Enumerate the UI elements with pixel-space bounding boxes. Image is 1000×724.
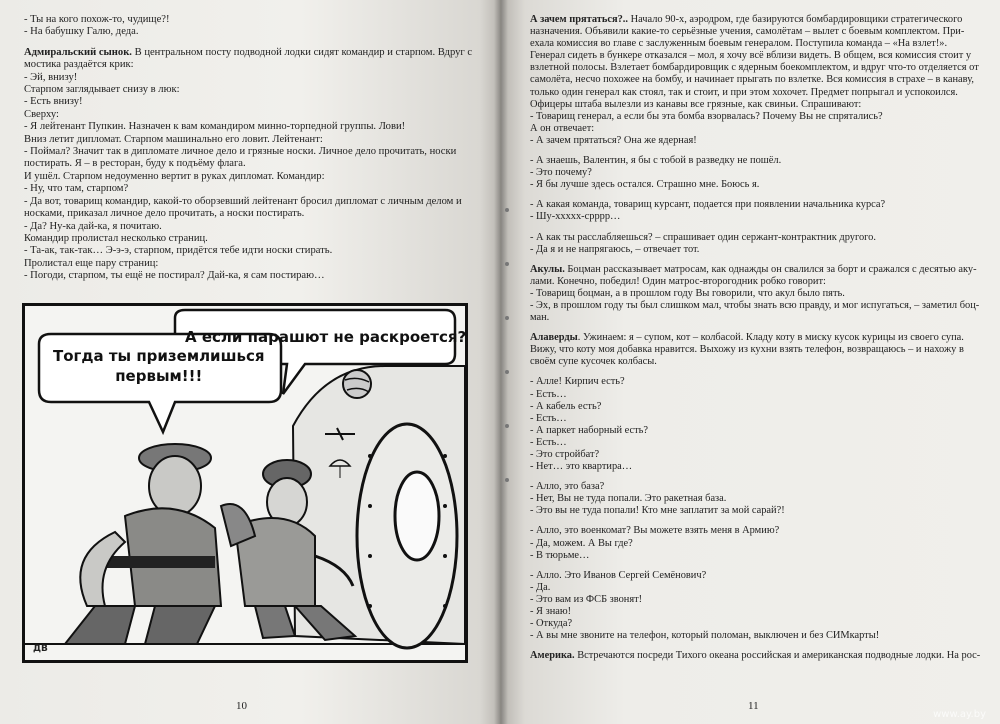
text-line: взлетной полосы. Взлетает бомбардировщик с ядерным боекомплектом, и вдруг что-то отделяется от (530, 62, 979, 74)
story-alaverdy (530, 332, 986, 368)
speech-bubble-reply (53, 346, 265, 386)
text-line: - В тюрьме… (530, 549, 590, 561)
text-line: - Алло. Это Иванов Сергей Семёнович? (530, 569, 707, 581)
binding-hole (505, 478, 509, 482)
text-line: - Это вы не туда попали! Кто мне заплатит за мой сарай?! (530, 505, 785, 517)
text-line: - А зачем прятаться? Она же ядерная! (530, 134, 697, 146)
left-top-dialog (24, 14, 478, 39)
text-line: Сверху: (24, 108, 59, 120)
cartoon-illustration (22, 303, 468, 663)
text-line: ехала комиссия во главе с заслуженным боевым генералом. Поступила команда – «На взлет!». (530, 38, 948, 50)
text-line: - Откуда? (530, 618, 573, 630)
text-line: - Есть внизу! (24, 96, 83, 108)
story-text: Встречаются посреди Тихого океана российская и американская подводные лодки. На рос- (574, 650, 981, 662)
page-number: 10 (236, 700, 247, 712)
text-line: - Это вам из ФСБ звонят! (530, 593, 643, 605)
story-first-line (24, 47, 478, 59)
text-line: - Алле! Кирпич есть? (530, 376, 625, 388)
text-line: - Есть… (530, 388, 567, 400)
text-line: - Алло, это база? (530, 481, 605, 493)
story-first-line (530, 14, 986, 26)
story-title: Алаверды (530, 332, 578, 344)
text-line: Командир пролистал несколько страниц. (24, 232, 208, 244)
watermark: www.ay.by (933, 709, 986, 720)
text-line: только один генерал как стоял, так и стоит, и при этом хохочет. Предмет попрыгал и успокоился. (530, 86, 958, 98)
text-line: - Да вот, товарищ командир, какой-то оборзевший лейтенант бросил дипломат с личным делом и (24, 195, 462, 207)
story-title: Адмиральский сынок. (24, 46, 132, 58)
story-first-line (530, 332, 986, 344)
text-line: - А паркет наборный есть? (530, 424, 648, 436)
text-line: Вниз летит дипломат. Старпом машинально его ловит. Лейтенант: (24, 133, 323, 145)
dialog-cadet (530, 199, 986, 223)
text-line: Офицеры штаба вылезли из канавы все грязные, как свиньи. Спрашивают: (530, 98, 862, 110)
page-number: 11 (748, 700, 759, 712)
text-line: лами. Конечно, победил! Один матрос-второгодник робко говорит: (530, 275, 826, 287)
text-line: - Эх, в прошлом году ты был слишком мал, чтобы знать всю правду, и мог испугаться, – заметил боц- (530, 299, 980, 311)
text-line: - Да. (530, 581, 551, 593)
text-line: Вижу, что коту моя добавка нравится. Выхожу из кухни взять телефон, возвращаюсь – и нахожу в (530, 344, 964, 356)
story-text: Начало 90-х, аэродром, где базируются бомбардировщики стратегического (627, 14, 963, 25)
text-line: - Нет, Вы не туда попали. Это ракетная база. (530, 493, 727, 505)
story-title: Акулы. (530, 263, 565, 275)
text-line: - Есть… (530, 412, 567, 424)
speech-bubble-parachute: А если парашют не раскроется? (185, 328, 467, 346)
dialog-stroybat (530, 376, 986, 473)
story-why-hide (530, 14, 986, 147)
story-america (530, 650, 986, 662)
text-line: Старпом заглядывает снизу в люк: (24, 84, 180, 96)
dialog-relax (530, 232, 986, 256)
story-first-line (530, 264, 986, 276)
text-line: Пролистал еще пару страниц: (24, 257, 159, 269)
text-line: - Это стройбат? (530, 449, 600, 460)
text-line: - Я бы лучше здесь остался. Страшно мне. Боюсь я. (530, 179, 760, 191)
text-line: - А знаешь, Валентин, я бы с тобой в разведку не пошёл. (530, 155, 782, 167)
text-line: - Я знаю! (530, 606, 572, 618)
text-line: - Нет… это квартира… (530, 461, 633, 473)
bubble-line: Тогда ты приземлишься (53, 347, 265, 365)
text-line: - Да? Ну-ка дай-ка, я почитаю. (24, 220, 162, 232)
story-sharks (530, 264, 986, 324)
text-line: - Алло, это военкомат? Вы можете взять меня в Армию? (530, 525, 780, 537)
text-line: носками, приказал личное дело прочитать, а носки постирать. (24, 208, 305, 220)
text-line: - Ну, что там, старпом? (24, 183, 129, 195)
text-line: - Я лейтенант Пупкин. Назначен к вам командиром минно-торпедной группы. Лови! (24, 121, 406, 133)
dialog-fsb (530, 570, 986, 643)
dialog-scout (530, 155, 986, 191)
right-page (500, 0, 1000, 724)
binding-hole (505, 208, 509, 212)
text-line: мостика раздаётся крик: (24, 59, 134, 71)
text-line: самолёта, несчо похожее на бомбу, и начинает прыгать по взлетке. Вся комиссия в страхе – в канаву, (530, 74, 974, 86)
text-line: Генерал сидеть в бункере отказался – мол, я хочу всё вблизи видеть. В общем, вся комиссия стоит у (530, 50, 972, 62)
story-title: Америка. (530, 650, 575, 662)
text-line: - Товарищ генерал, а если бы эта бомба взорвалась? Почему Вы не спрятались? (530, 110, 883, 122)
book-gutter (494, 0, 508, 724)
text-line: - На бабушку Галю, деда. (24, 26, 139, 38)
story-text: . Ужинаем: я – супом, кот – колбасой. Кладу коту в миску кусок курицы из своего супа. (577, 332, 964, 344)
text-line: - Да, можем. А Вы где? (530, 537, 633, 549)
story-admiral-son (24, 47, 478, 283)
binding-hole (505, 424, 509, 428)
text-line: - А как ты расслабляешься? – спрашивает один сержант-контрактник другого. (530, 231, 876, 243)
bubble-line: первым!!! (115, 367, 203, 385)
text-line: - Эй, внизу! (24, 71, 78, 83)
text-line: - Ты на кого похож-то, чудище?! (24, 14, 170, 25)
dialog-base (530, 481, 986, 517)
text-line: - Да я и не напрягаюсь, – отвечает тот. (530, 243, 700, 255)
text-line: - А кабель есть? (530, 400, 602, 412)
text-line: назначения. Объявили какие-то серьёзные учения, самолётам – вылет с боевым комплектом. При- (530, 26, 965, 38)
text-line: - Это почему? (530, 167, 592, 179)
binding-hole (505, 316, 509, 320)
story-title: А зачем прятаться?.. (530, 14, 628, 25)
text-line: - Есть… (530, 436, 567, 448)
text-line: И ушёл. Старпом недоуменно вертит в руках дипломат. Командир: (24, 170, 325, 182)
story-text: В центральном посту подводной лодки сидят командир и старпом. Вдруг с (131, 46, 473, 58)
binding-hole (505, 262, 509, 266)
story-first-line (530, 650, 986, 662)
text-line: постирать. Я – в ресторан, буду к подъёму флага. (24, 158, 246, 170)
text-line: - А вы мне звоните на телефон, который поломан, выключен и без СИМкарты! (530, 630, 880, 642)
story-text: Боцман рассказывает матросам, как однажды он свалился за борт и сражался с десятью аку- (564, 263, 977, 275)
binding-hole (505, 370, 509, 374)
text-line: - Поймал? Значит так в дипломате личное дело и грязные носки. Личное дело прочитать, носки (24, 146, 457, 158)
text-line: ман. (530, 312, 550, 324)
text-line: - Шу-ххххх-срррр… (530, 211, 621, 223)
text-line: А он отвечает: (530, 122, 595, 134)
text-line: - А какая команда, товарищ курсант, подается при появлении начальника курса? (530, 199, 886, 211)
dialog-voenkomat (530, 525, 986, 561)
artist-signature: ДВ (33, 644, 48, 654)
text-line: - Товарищ боцман, а в прошлом году Вы говорили, что акул было пять. (530, 287, 845, 299)
text-line: - Погоди, старпом, ты ещё не постирал? Дай-ка, я сам постираю… (24, 270, 325, 282)
text-line: - Та-ак, так-так… Э-э-э, старпом, придётся тебе идти носки стирать. (24, 245, 333, 257)
text-line: своём супе кусочек колбасы. (530, 356, 657, 368)
